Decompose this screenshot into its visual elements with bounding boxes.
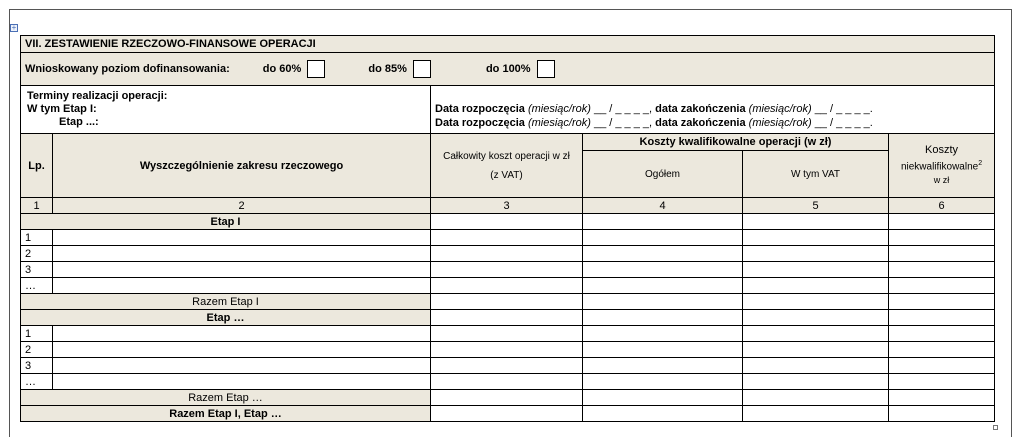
table-cell[interactable] [889,278,995,294]
header-lp: Lp. [21,134,53,198]
table-cell[interactable] [53,230,431,246]
header-noneligible-line2 [893,157,990,173]
column-number: 6 [889,198,995,214]
row-number: 2 [21,342,53,358]
table-cell[interactable] [889,374,995,390]
header-total: Ogółem [583,151,743,198]
row-number: 3 [21,262,53,278]
table-cell[interactable] [53,246,431,262]
table-cell[interactable] [889,342,995,358]
date-start-label: Data rozpoczęcia [435,102,525,115]
table-cell[interactable] [743,374,889,390]
table-cell[interactable] [743,294,889,310]
table-cell[interactable] [583,310,743,326]
table-row [21,374,995,390]
table-cell[interactable] [583,326,743,342]
table-row [21,326,995,342]
table-cell[interactable] [889,294,995,310]
column-number: 3 [431,198,583,214]
table-row [21,342,995,358]
date-end-blank: __ / _ _ _ _. [814,102,873,115]
table-row [21,278,995,294]
table-cell[interactable] [889,358,995,374]
table-cell[interactable] [583,294,743,310]
table-cell[interactable] [743,310,889,326]
terms-dates-cell [431,86,995,134]
stage1-sum-row [21,294,995,310]
row-number: 1 [21,326,53,342]
table-cell[interactable] [583,342,743,358]
terms-stage-n-label: Etap ...: [59,116,99,128]
table-cell[interactable] [583,214,743,230]
header-row-1 [21,134,995,151]
table-cell[interactable] [743,326,889,342]
table-cell[interactable] [889,230,995,246]
date-hint: (miesiąc/rok) [748,102,812,115]
table-cell[interactable] [431,246,583,262]
column-number: 2 [53,198,431,214]
table-cell[interactable] [743,358,889,374]
date-hint: (miesiąc/rok) [527,116,591,129]
header-eligible: Koszty kwalifikowalne operacji (w zł) [583,134,889,151]
date-end-label: data zakończenia [655,116,746,129]
header-total-cost [431,134,583,198]
date-hint: (miesiąc/rok) [527,102,591,115]
table-cell[interactable] [431,390,583,406]
terms-label: Terminy realizacji operacji: [27,90,168,102]
financial-summary-table [20,35,995,422]
option-100-checkbox[interactable] [537,60,555,78]
date-end-blank: __ / _ _ _ _. [814,116,873,129]
section-title: VII. ZESTAWIENIE RZECZOWO-FINANSOWE OPERACJI [21,36,995,53]
option-100-label: do 100% [485,63,531,75]
column-number: 4 [583,198,743,214]
table-cell[interactable] [889,214,995,230]
row-number: … [21,278,53,294]
option-60-checkbox[interactable] [307,60,325,78]
table-cell[interactable] [583,406,743,422]
table-cell[interactable] [743,278,889,294]
table-cell[interactable] [431,214,583,230]
header-vat: W tym VAT [743,151,889,198]
table-cell[interactable] [431,262,583,278]
row-number: … [21,374,53,390]
stage2-sum-row [21,390,995,406]
cofinancing-row [21,53,995,86]
terms-label-cell [21,86,431,134]
grand-total-row [21,406,995,422]
terms-row [21,86,995,134]
table-cell[interactable] [889,390,995,406]
table-cell[interactable] [583,390,743,406]
table-cell[interactable] [889,262,995,278]
table-cell[interactable] [583,278,743,294]
date-end-label: data zakończenia [655,102,746,115]
section-title-row [21,36,995,53]
row-number: 2 [21,246,53,262]
date-start-blank: __ / _ _ _ _, [593,116,653,129]
table-cell[interactable] [889,310,995,326]
table-cell[interactable] [889,326,995,342]
table-cell[interactable] [889,406,995,422]
table-cell[interactable] [431,358,583,374]
stage1-dates[interactable] [435,102,990,116]
date-hint: (miesiąc/rok) [748,116,812,129]
stage1-sum-label: Razem Etap I [21,294,431,310]
table-cell[interactable] [431,374,583,390]
date-start-label: Data rozpoczęcia [435,116,525,129]
table-cell[interactable] [743,406,889,422]
stage2-sum-label: Razem Etap … [21,390,431,406]
column-number: 1 [21,198,53,214]
option-60-label: do 60% [262,63,302,75]
table-cell[interactable] [431,406,583,422]
table-cell[interactable] [583,262,743,278]
stage-n-dates[interactable] [435,116,990,130]
stage1-title: Etap I [21,214,431,230]
grand-total-label: Razem Etap I, Etap … [21,406,431,422]
header-noneligible-line3: w zł [933,174,950,185]
header-noneligible [889,134,995,198]
option-85-label: do 85% [368,63,407,75]
table-cell[interactable] [743,342,889,358]
table-row [21,230,995,246]
table-cell[interactable] [743,390,889,406]
date-start-blank: __ / _ _ _ _, [593,102,653,115]
table-cell[interactable] [583,374,743,390]
option-85-checkbox[interactable] [413,60,431,78]
header-noneligible-line1: Koszty [925,144,959,157]
table-cell[interactable] [53,262,431,278]
table-cell[interactable] [53,374,431,390]
footnote-marker: 2 [978,160,983,168]
column-number: 5 [743,198,889,214]
table-row [21,246,995,262]
table-cell[interactable] [889,246,995,262]
table-cell[interactable] [431,278,583,294]
table-move-handle-icon[interactable]: + [11,23,17,32]
row-number: 1 [21,230,53,246]
table-cell[interactable] [53,278,431,294]
table-cell[interactable] [431,310,583,326]
table-cell[interactable] [431,326,583,342]
table-cell[interactable] [743,246,889,262]
table-cell[interactable] [743,230,889,246]
table-cell[interactable] [583,246,743,262]
header-total-cost-line2: (z VAT) [490,169,523,181]
table-cell[interactable] [743,214,889,230]
table-cell[interactable] [53,326,431,342]
table-cell[interactable] [431,294,583,310]
row-number: 3 [21,358,53,374]
header-total-cost-line1: Całkowity koszt operacji w zł [443,150,570,162]
table-cell[interactable] [431,342,583,358]
terms-stage1-label: W tym Etap I: [27,103,97,115]
header-noneligible-word: niekwalifikowalne [900,161,979,173]
table-row [21,358,995,374]
header-scope: Wyszczególnienie zakresu rzeczowego [53,134,431,198]
cofinancing-label: Wnioskowany poziom dofinansowania: [25,63,230,75]
column-number-row [21,198,995,214]
stage2-title: Etap … [21,310,431,326]
table-cell[interactable] [583,358,743,374]
table-cell[interactable] [583,230,743,246]
table-cell[interactable] [53,358,431,374]
table-resize-handle-icon[interactable] [993,425,998,430]
stage1-title-row [21,214,995,230]
table-cell[interactable] [743,262,889,278]
table-cell[interactable] [53,342,431,358]
table-cell[interactable] [431,230,583,246]
table-row [21,262,995,278]
stage2-title-row [21,310,995,326]
